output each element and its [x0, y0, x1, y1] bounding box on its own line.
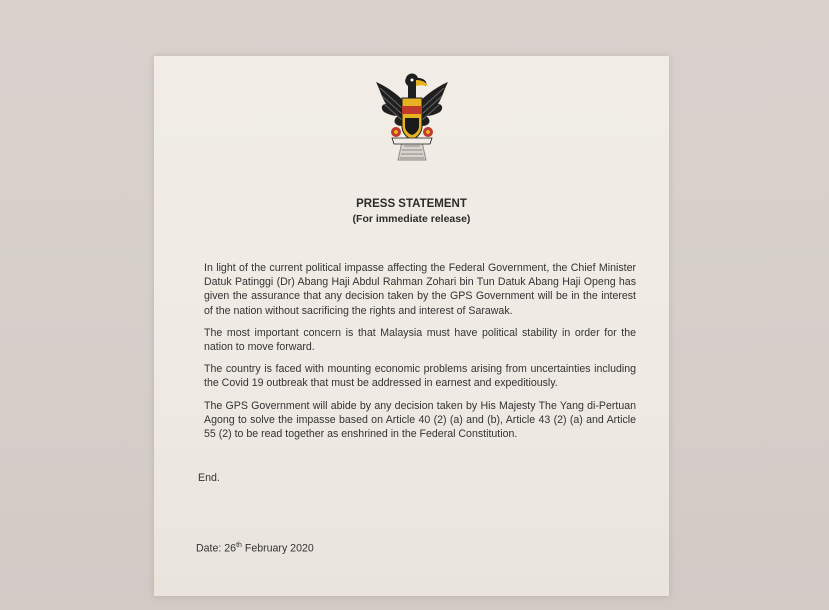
- paragraph-economy: The country is faced with mounting economic problems arising from uncertainties including the Covid 19 outbreak that must be addressed in earnest and expeditiously.: [204, 363, 636, 390]
- paragraph-stability: The most important concern is that Malaysia must have political stability in order for the nation to move forward.: [204, 326, 636, 354]
- date-suffix: February 2020: [241, 542, 314, 555]
- sarawak-coat-of-arms-icon: [372, 68, 452, 168]
- page-title: PRESS STATEMENT: [356, 198, 467, 210]
- date-prefix: Date: 26: [196, 542, 237, 555]
- end-marker: End.: [198, 472, 220, 484]
- paragraph-impasse: In light of the current political impasse affecting the Federal Government, the Chief Minister Datuk Patinggi (Dr) Abang Haji Abdul Rahman Zohari bin Tun Datuk Abang Haji Openg has given the assurance that any decision taken by the GPS Government will be in the interest of the nation without sacrificing the rights and interest of Sarawak.: [204, 262, 636, 317]
- statement-body: [204, 261, 636, 449]
- page-subtitle: (For immediate release): [352, 213, 471, 225]
- press-statement-page: [154, 56, 669, 596]
- date-superscript: th: [236, 542, 242, 549]
- statement-date: [196, 542, 314, 555]
- paragraph-constitution: The GPS Government will abide by any decision taken by His Majesty The Yang di-Pertuan Agong to solve the impasse based on Article 40 (2) (a) and (b), Article 43 (2) (a) and Article 55 (2) to be read together as enshrined in the Federal Constitution.: [204, 399, 636, 441]
